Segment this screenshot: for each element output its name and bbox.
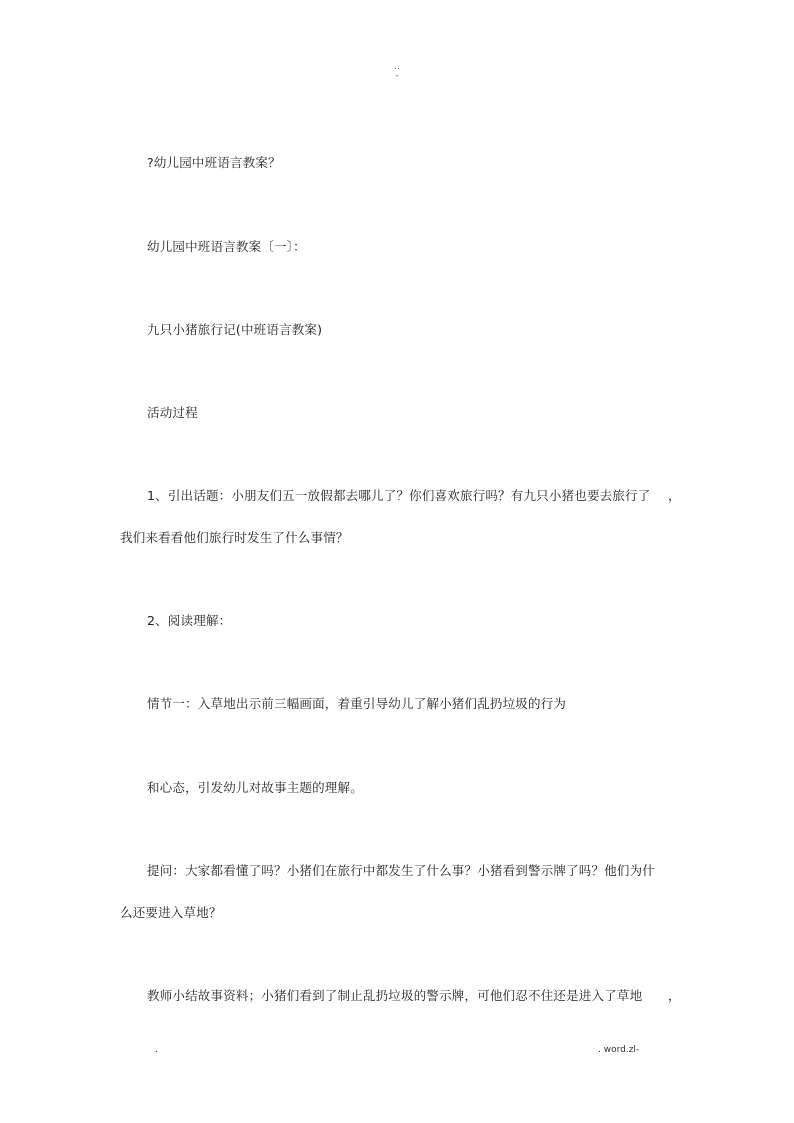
- lesson-title: 九只小猪旅行记(中班语言教案): [147, 322, 323, 337]
- plot1-line2: 和心态，引发幼儿对故事主题的理解。: [147, 780, 363, 795]
- process-heading: 活动过程: [147, 405, 198, 420]
- summary-trailing-comma: ，: [668, 988, 681, 1003]
- header-dash: -: [395, 71, 399, 81]
- step1-trailing-comma: ，: [668, 488, 681, 503]
- step1-line2: 我们来看看他们旅行时发生了什么事情？: [120, 530, 349, 545]
- document-title: ?幼儿园中班语言教案？: [147, 155, 281, 170]
- question-line1: 提问：大家都看懂了吗？小猪们在旅行中都发生了什么事？小猪看到警示牌了吗？他们为什: [147, 863, 656, 878]
- plot1-line1: 情节一：入草地出示前三幅画面，着重引导幼儿了解小猪们乱扔垃圾的行为: [147, 696, 567, 711]
- question-line2: 么还要进入草地？: [120, 905, 222, 920]
- footer-right-text: . word.zl-: [598, 1045, 640, 1055]
- step1-line1: 1、引出话题：小朋友们五一放假都去哪儿了？你们喜欢旅行吗？有九只小猪也要去旅行了: [147, 488, 651, 503]
- step2-heading: 2、阅读理解：: [147, 613, 232, 628]
- summary-line1: 教师小结故事资料；小猪们看到了制止乱扔垃圾的警示牌，可他们忍不住还是进入了草地: [147, 988, 643, 1003]
- section-heading: 幼儿园中班语言教案〔一〕：: [147, 239, 306, 254]
- header-dots: ..: [394, 62, 400, 72]
- footer-left-dot: .: [155, 1045, 158, 1055]
